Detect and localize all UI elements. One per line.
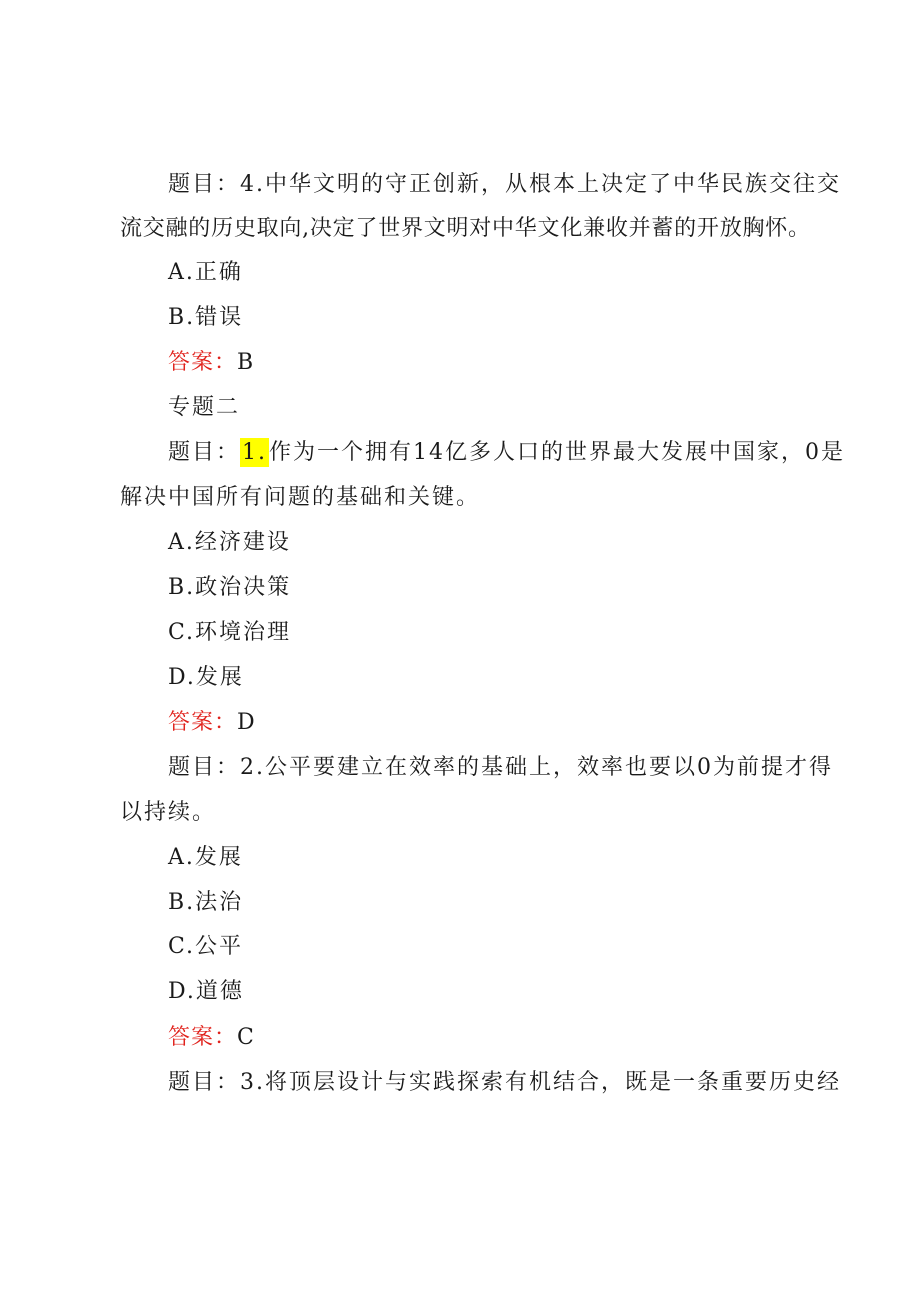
q3-stem-line1: 题目：3.将顶层设计与实践探索有机结合，既是一条重要历史经 <box>168 1070 841 1095</box>
q1-option-c: C.环境治理 <box>168 620 292 645</box>
q1-stem-line2: 解决中国所有问题的基础和关键。 <box>120 485 481 510</box>
answer-label: 答案： <box>168 350 238 375</box>
answer-value: B <box>237 350 256 375</box>
q2-option-b: B.法治 <box>168 890 244 915</box>
q4-stem-line1: 题目：4.中华文明的守正创新，从根本上决定了中华民族交往交 <box>168 172 841 197</box>
q1-option-d: D.发展 <box>168 665 244 690</box>
answer-value: D <box>237 710 257 735</box>
q2-stem-line2: 以持续。 <box>120 800 217 825</box>
q1-option-a: A.经济建设 <box>168 530 291 555</box>
answer-label: 答案： <box>168 710 238 735</box>
q2-option-a: A.发展 <box>168 845 243 870</box>
q2-answer <box>168 1023 256 1053</box>
q2-stem-line1: 题目：2.公平要建立在效率的基础上，效率也要以0为前提才得 <box>168 755 833 780</box>
q1-stem-line1 <box>168 438 845 468</box>
q1-stem-rest: 作为一个拥有14亿多人口的世界最大发展中国家，0是 <box>269 440 846 465</box>
q1-prefix: 题目： <box>168 440 241 465</box>
q1-option-b: B.政治决策 <box>168 575 292 600</box>
answer-value: C <box>237 1025 256 1050</box>
q4-option-a: A.正确 <box>168 260 243 285</box>
q4-answer <box>168 348 255 378</box>
q2-option-c: C.公平 <box>168 934 244 959</box>
q1-answer <box>168 708 257 738</box>
answer-label: 答案： <box>168 1025 238 1050</box>
section-title: 专题二 <box>168 395 241 420</box>
q4-option-b: B.错误 <box>168 305 244 330</box>
q1-number-highlight: 1. <box>242 440 268 465</box>
q4-stem-line2: 流交融的历史取向,决定了世界文明对中华文化兼收并蓄的开放胸怀。 <box>120 216 810 241</box>
q2-option-d: D.道德 <box>168 979 244 1004</box>
